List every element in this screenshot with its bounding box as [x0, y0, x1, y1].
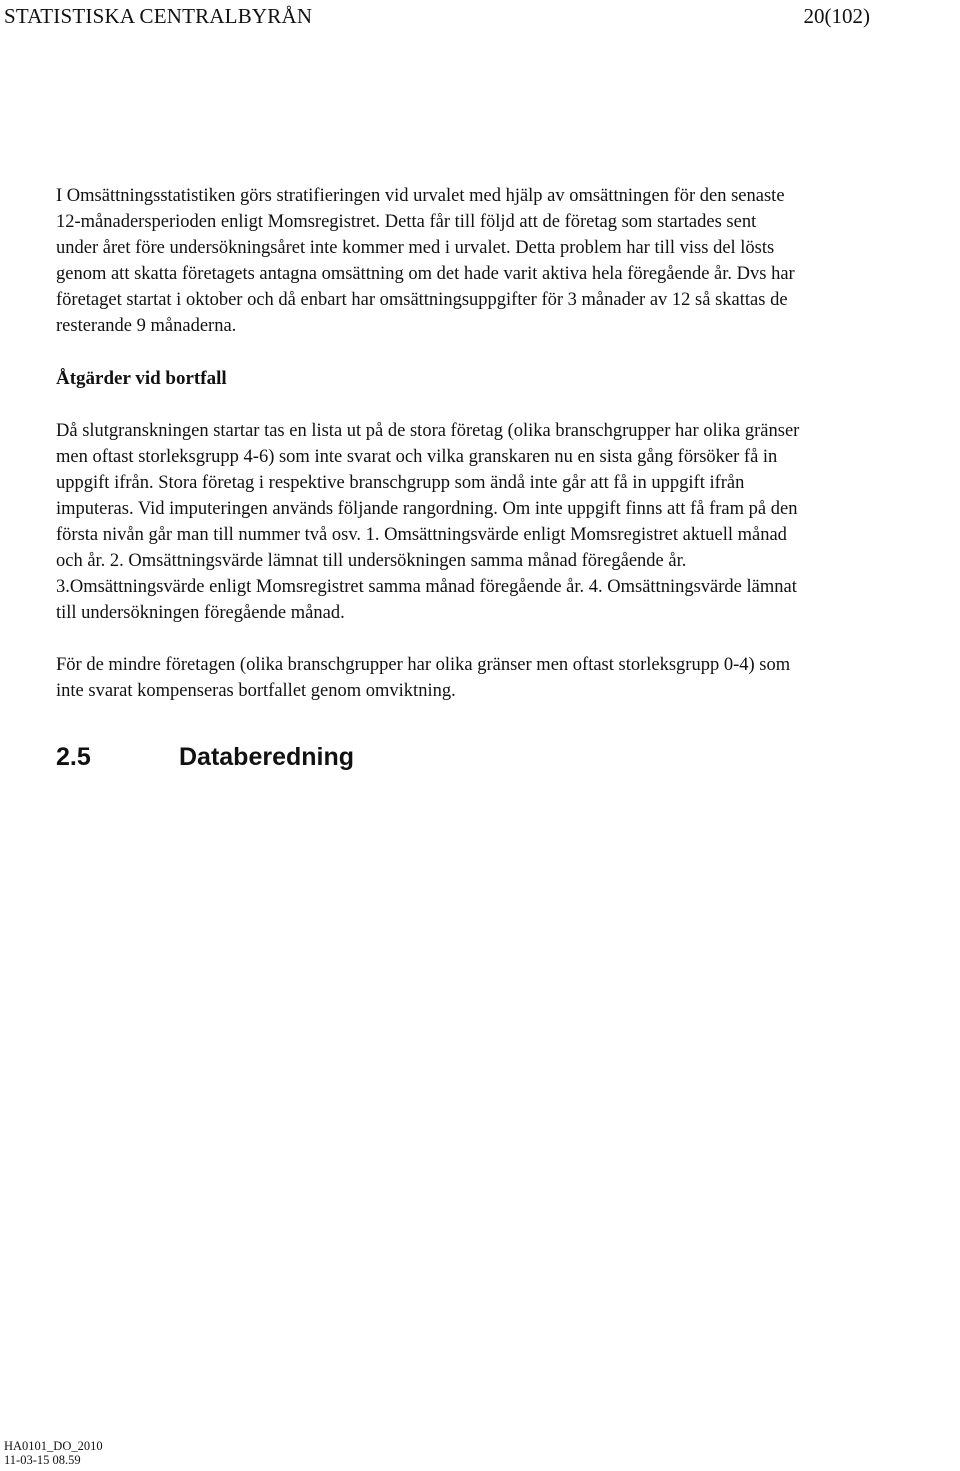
paragraph-reweighting: För de mindre företagen (olika branschgrupper har olika gränser men oftast storleksgrupp 0-4) som inte svarat kompenseras bortfallet genom omviktning.	[56, 655, 791, 701]
document-body	[56, 183, 960, 773]
section-title: Databeredning	[179, 743, 355, 771]
footer-timestamp: 11-03-15 08.59	[4, 1453, 81, 1467]
page-footer	[4, 1439, 103, 1467]
section-heading	[56, 741, 960, 773]
page-number: 20(102)	[803, 4, 870, 28]
paragraph-stratification: I Omsättningsstatistiken görs stratifieringen vid urvalet med hjälp av omsättningen för den senaste 12-månadersperioden enligt Momsregistret. Detta får till följd att de företag som startades sent under året före undersökningsåret inte kommer med i urvalet. Detta problem har till viss del lösts genom att skatta företagets antagna omsättning om det hade varit aktiva hela föregående år. Dvs har företaget startat i oktober och då enbart har omsättningsuppgifter för 3 månader av 12 så skattas de resterande 9 månaderna.	[56, 186, 795, 336]
organization-name: STATISTISKA CENTRALBYRÅN	[4, 4, 313, 28]
paragraph-imputation: Då slutgranskningen startar tas en lista ut på de stora företag (olika branschgrupper har olika gränser men oftast storleksgrupp 4-6) som inte svarat och vilka granskaren nu en sista gång försöker få in uppgift ifrån. Stora företag i respektive branschgrupp som ändå inte går att få in uppgift ifrån imputeras. Vid imputeringen används följande rangordning. Om inte uppgift finns att få fram på den första nivån går man till nummer två osv. 1. Omsättningsvärde enligt Momsregistret aktuell månad och år. 2. Omsättningsvärde lämnat till undersökningen samma månad föregående år. 3.Omsättningsvärde enligt Momsregistret samma månad föregående år. 4. Omsättningsvärde lämnat till undersökningen föregående månad.	[56, 421, 800, 623]
page-header	[0, 0, 960, 34]
section-number: 2.5	[56, 743, 91, 771]
document-id: HA0101_DO_2010	[4, 1439, 103, 1453]
subheading-nonresponse-measures: Åtgärder vid bortfall	[56, 368, 227, 389]
